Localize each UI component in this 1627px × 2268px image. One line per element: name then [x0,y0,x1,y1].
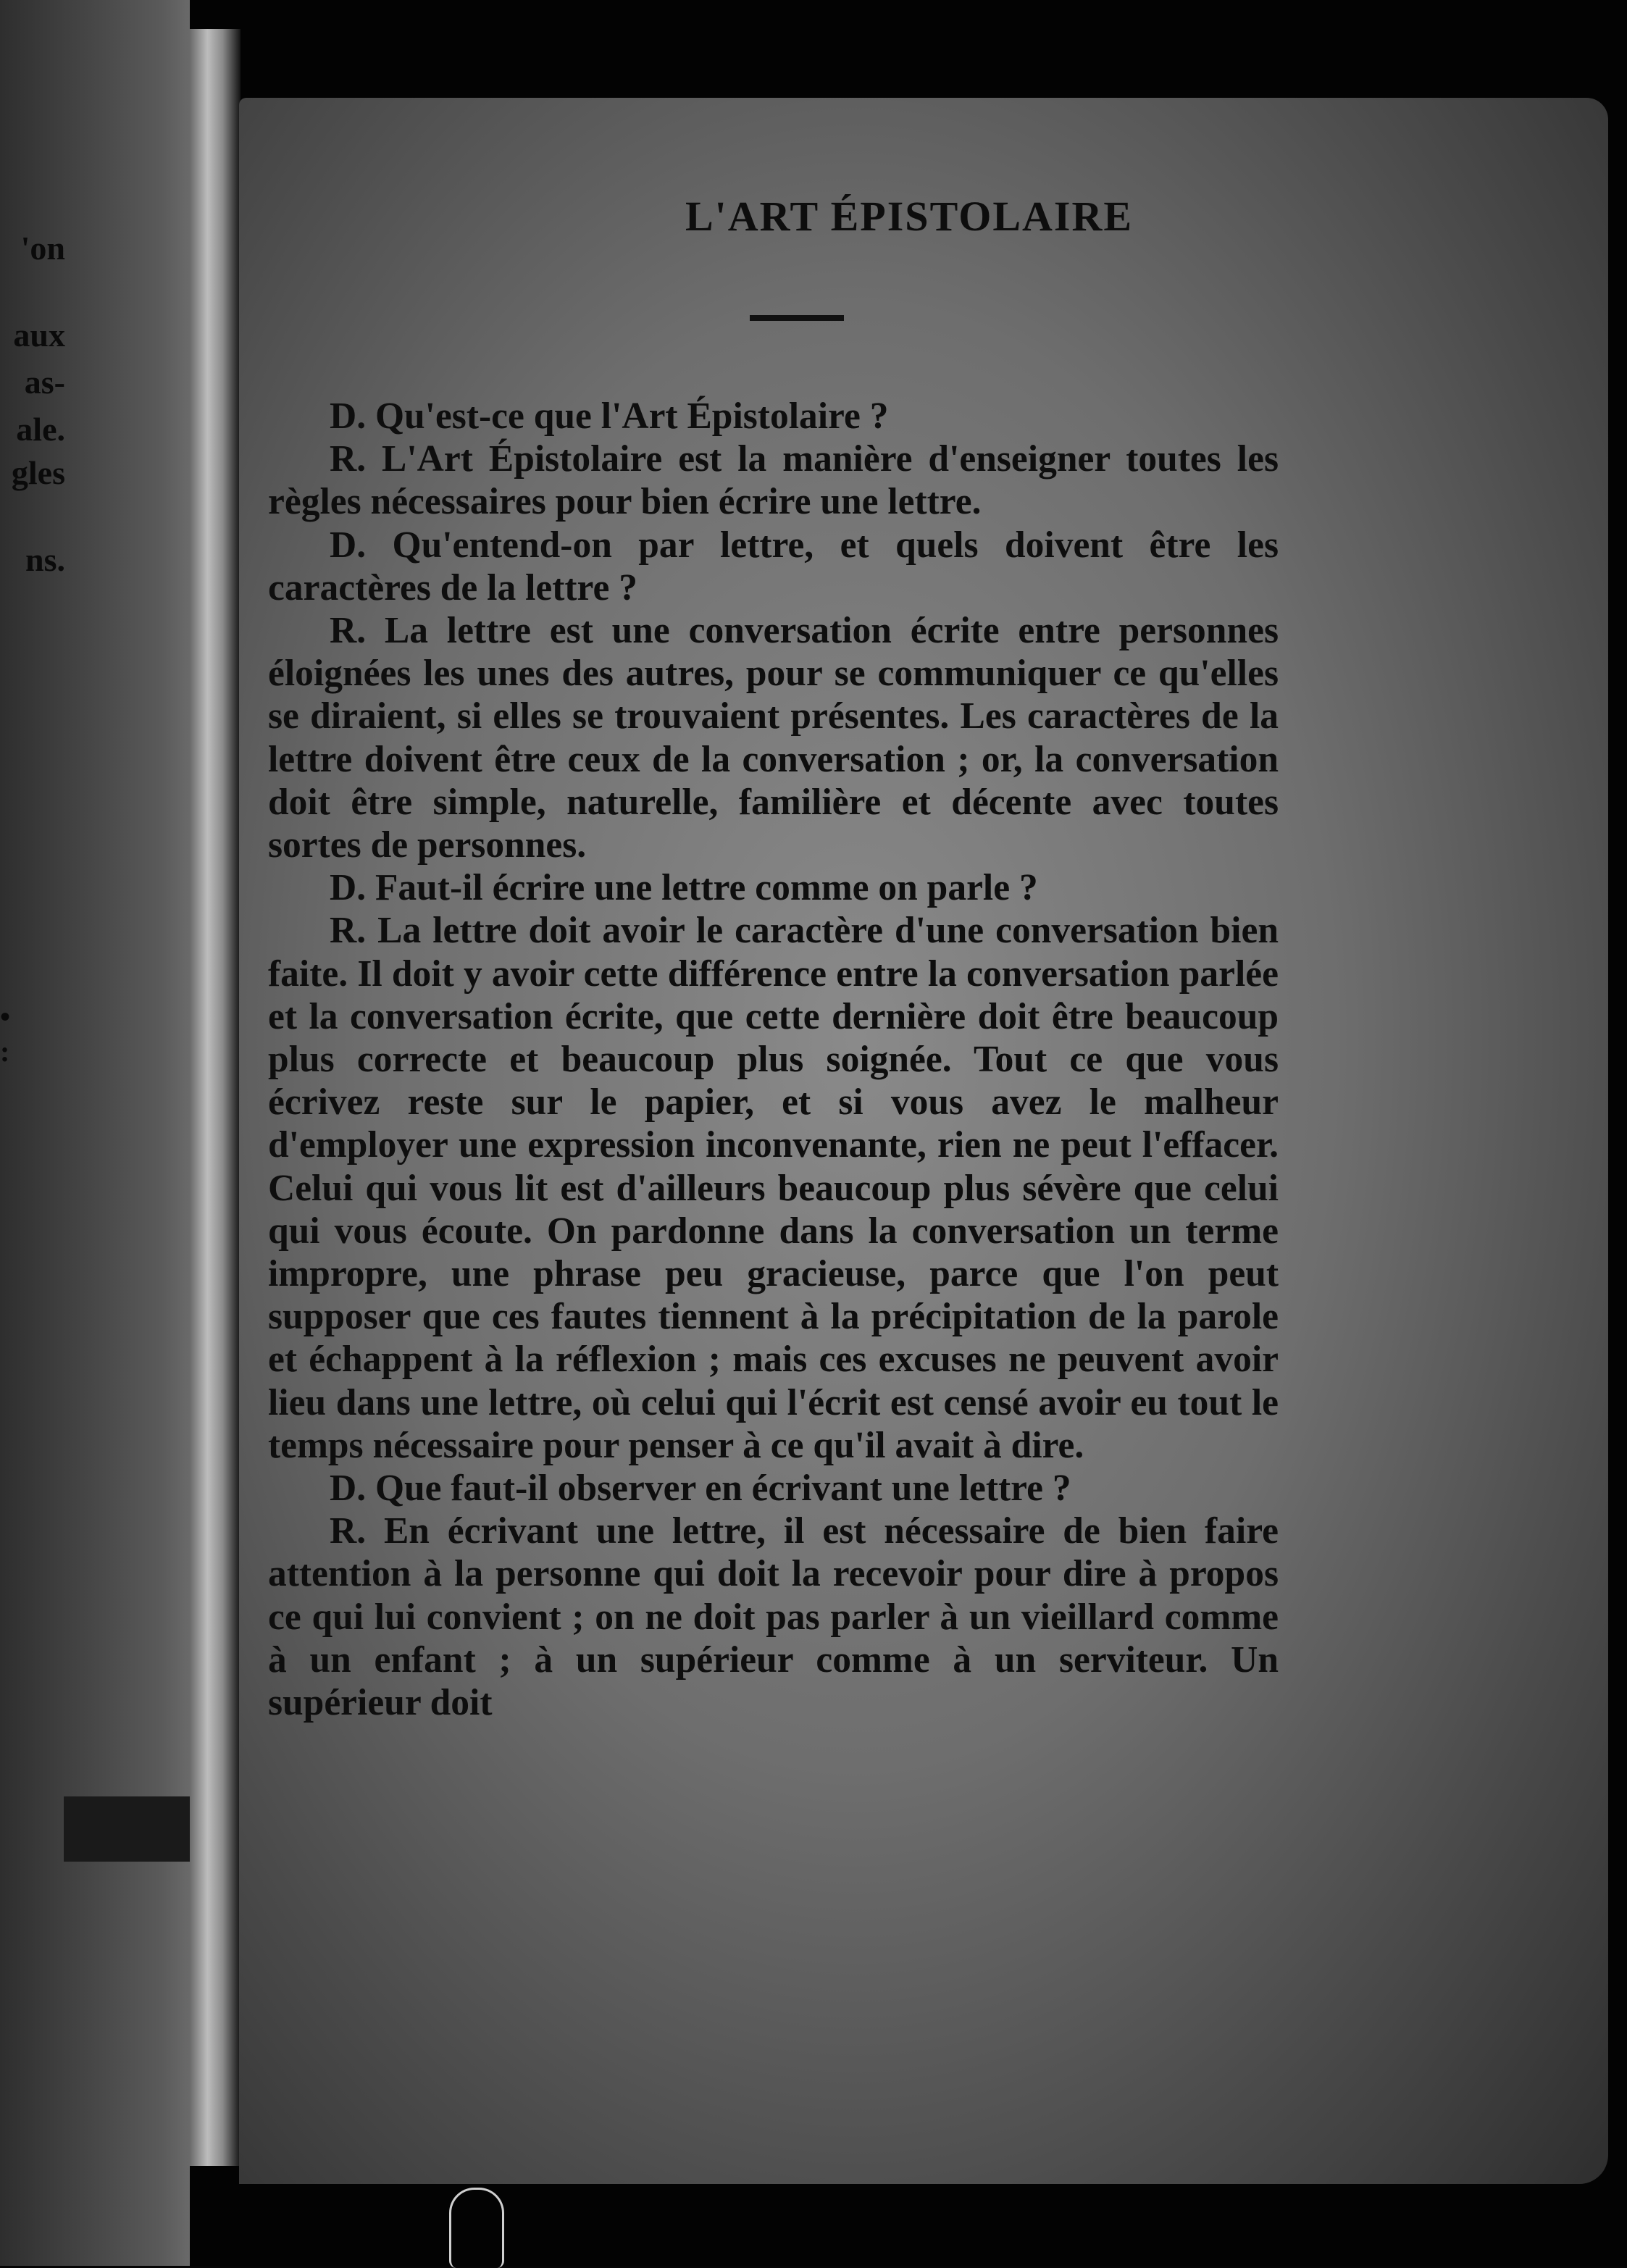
left-page-fragment: ale. [16,411,65,448]
question-paragraph: D. Qu'entend-on par lettre, et quels doivent être les caractères de la lettre ? [268,524,1279,608]
question-paragraph: D. Que faut-il observer en écrivant une lettre ? [330,1468,1071,1510]
answer-paragraph: R. L'Art Épistolaire est la manière d'enseigner toutes les règles nécessaires pour bien écrire une lettre. [268,438,1279,523]
scan-edge-artifact [449,2188,504,2268]
left-page-fragment: gles [11,454,65,491]
title-rule [750,315,844,321]
answer-paragraph: R. En écrivant une lettre, il est nécessaire de bien faire attention à la personne qui doit la recevoir pour dire à propos ce qui lui convient ; on ne doit pas parler à un vieillard comme à un enfant ; à un supérieur comme à un serviteur. Un supérieur doit [268,1510,1279,1724]
body-text [268,395,1279,1724]
main-page [239,98,1608,2184]
answer-paragraph: R. La lettre doit avoir le caractère d'une conversation bien faite. Il doit y avoir cette différence entre la conversation parlée et la conversation écrite, que cette dernière doit être beaucoup plus correcte et beaucoup plus soignée. Tout ce que vous écrivez reste sur le papier, et si vous avez le malheur d'employer une expression inconvenante, rien ne peut l'effacer. Celui qui vous lit est d'ailleurs beaucoup plus sévère que celui qui vous écoute. On pardonne dans la conversation un terme impropre, une phrase peu gracieuse, parce que l'on peut supposer que ces fautes tiennent à la précipitation de la parole et échappent à la réflexion ; mais ces excuses ne peuvent avoir lieu dans une lettre, où celui qui l'écrit est censé avoir eu tout le temps nécessaire pour penser à ce qu'il avait à dire. [268,910,1279,1466]
left-page-fragment: aux [13,317,65,353]
left-page-marks: • : [0,1000,11,1068]
ink-smudge [64,1796,194,1862]
left-page-fragment: 'on [20,230,65,267]
book-gutter [190,29,241,2166]
left-page-fragment: as- [24,364,65,401]
page-title: L'ART ÉPISTOLAIRE [685,193,1134,240]
question-paragraph: D. Qu'est-ce que l'Art Épistolaire ? [330,396,889,437]
question-paragraph: D. Faut-il écrire une lettre comme on parle ? [330,867,1038,909]
previous-page-edge [0,0,190,2266]
answer-paragraph: R. La lettre est une conversation écrite entre personnes éloignées les unes des autres, pour se communiquer ce qu'elles se diraient, si elles se trouvaient présentes. Les caractères de la lettre doivent être ceux de la conversation ; or, la conversation doit être simple, naturelle, familière et décente avec toutes sortes de personnes. [268,610,1279,866]
left-page-fragment: ns. [25,541,65,578]
